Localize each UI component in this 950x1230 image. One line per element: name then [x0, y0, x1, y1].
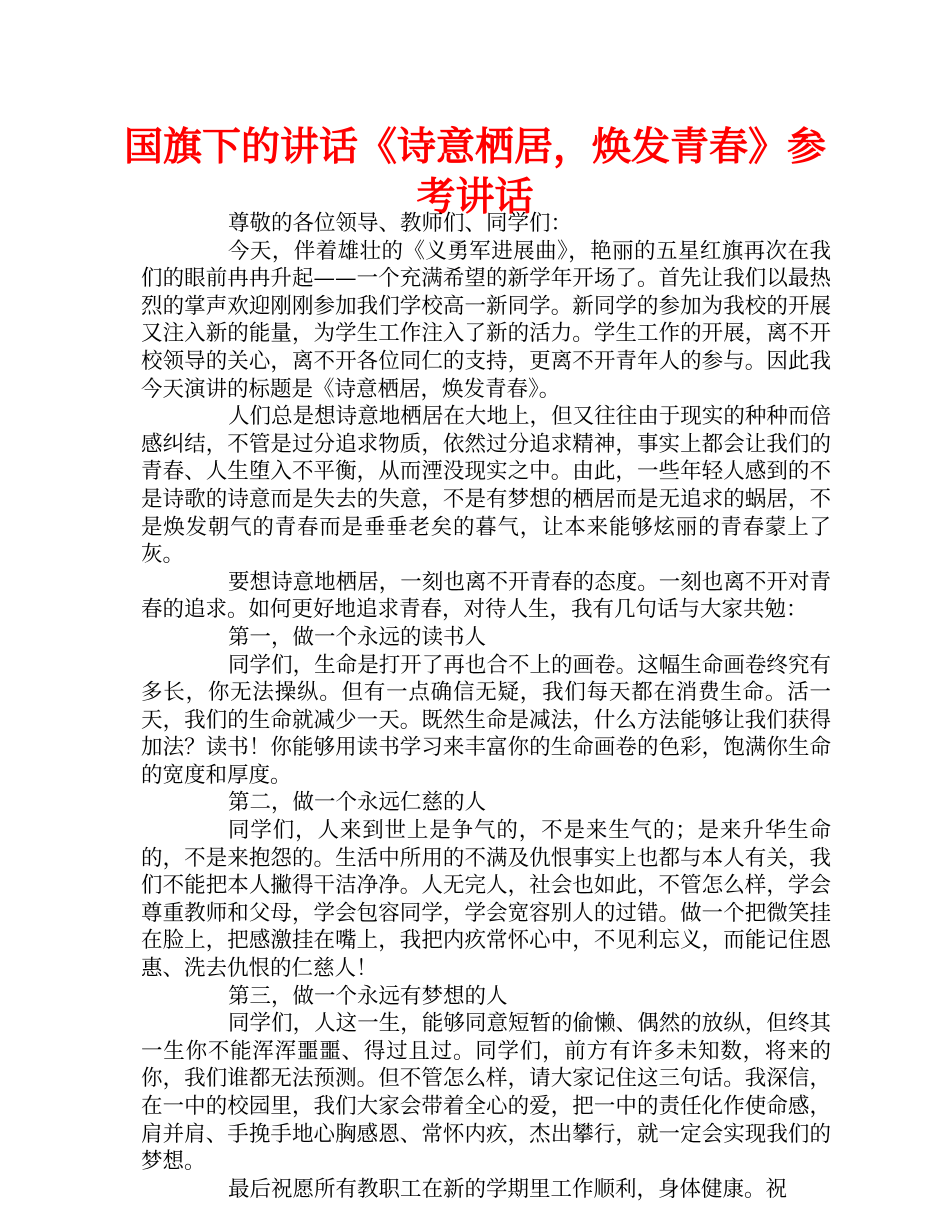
- section-heading-second: 第二，做一个永远仁慈的人: [228, 790, 487, 816]
- section-heading-first: 第一，做一个永远的读书人: [228, 624, 487, 650]
- document-body: [141, 210, 831, 1203]
- salutation: 尊敬的各位领导、教师们、同学们：: [228, 211, 573, 236]
- paragraph-reading: 同学们，生命是打开了再也合不上的画卷。这幅生命画卷终究有多长，你无法操纵。但有一点确信无疑，我们每天都在消费生命。活一天，我们的生命就减少一天。既然生命是减法，什么方法能够让我们获得加法？读书！你能够用读书学习来丰富你的生命画卷的色彩，饱满你生命的宽度和厚度。: [141, 652, 831, 788]
- paragraph-opening: 今天，伴着雄壮的《义勇军进展曲》，艳丽的五星红旗再次在我们的眼前冉冉升起——一个充满希望的新学年开场了。首先让我们以最热烈的掌声欢迎刚刚参加我们学校高一新同学。新同学的参加为我校的开展又注入新的能量，为学生工作注入了新的活力。学生工作的开展，离不开校领导的关心，离不开各位同仁的支持，更离不开青年人的参与。因此我今天演讲的标题是《诗意栖居，焕发青春》。: [141, 238, 831, 402]
- paragraph-poetic-dwelling: 人们总是想诗意地栖居在大地上，但又往往由于现实的种种而倍感纠结，不管是过分追求物质，依然过分追求精神，事实上都会让我们的青春、人生堕入不平衡，从而湮没现实之中。由此，一些年轻人感到的不是诗歌的诗意而是失去的失意，不是有梦想的栖居而是无追求的蜗居，不是焕发朝气的青春而是垂垂老矣的暮气，让本来能够炫丽的青春蒙上了灰。: [141, 404, 831, 568]
- section-heading-third: 第三，做一个永远有梦想的人: [228, 983, 508, 1009]
- paragraph-dreams: 同学们，人这一生，能够同意短暂的偷懒、偶然的放纵，但终其一生你不能浑浑噩噩、得过且过。同学们，前方有许多未知数，将来的你，我们谁都无法预测。但不管怎么样，请大家记住这三句话。我深信，在一中的校园里，我们大家会带着全心的爱，把一中的责任化作使命感，肩并肩、手挽手地心胸感恩、常怀内疚，杰出攀行，就一定会实现我们的梦想。: [141, 1011, 831, 1175]
- paragraph-closing: 最后祝愿所有教职工在新的学期里工作顺利，身体健康。祝: [228, 1176, 788, 1202]
- paragraph-youth-attitude: 要想诗意地栖居，一刻也离不开青春的态度。一刻也离不开对青春的追求。如何更好地追求青春，对待人生，我有几句话与大家共勉：: [141, 569, 831, 623]
- paragraph-kindness: 同学们，人来到世上是争气的，不是来生气的；是来升华生命的，不是来抱怨的。生活中所用的不满及仇恨事实上也都与本人有关，我们不能把本人撇得干洁净净。人无完人，社会也如此，不管怎么样，学会尊重教师和父母，学会包容同学，学会宽容别人的过错。做一个把微笑挂在脸上，把感激挂在嘴上，我把内疚常怀心中，不见利忘义，而能记住恩惠、洗去仇恨的仁慈人！: [141, 818, 831, 982]
- document-title: 国旗下的讲话《诗意栖居，焕发青春》参考讲话: [123, 125, 826, 220]
